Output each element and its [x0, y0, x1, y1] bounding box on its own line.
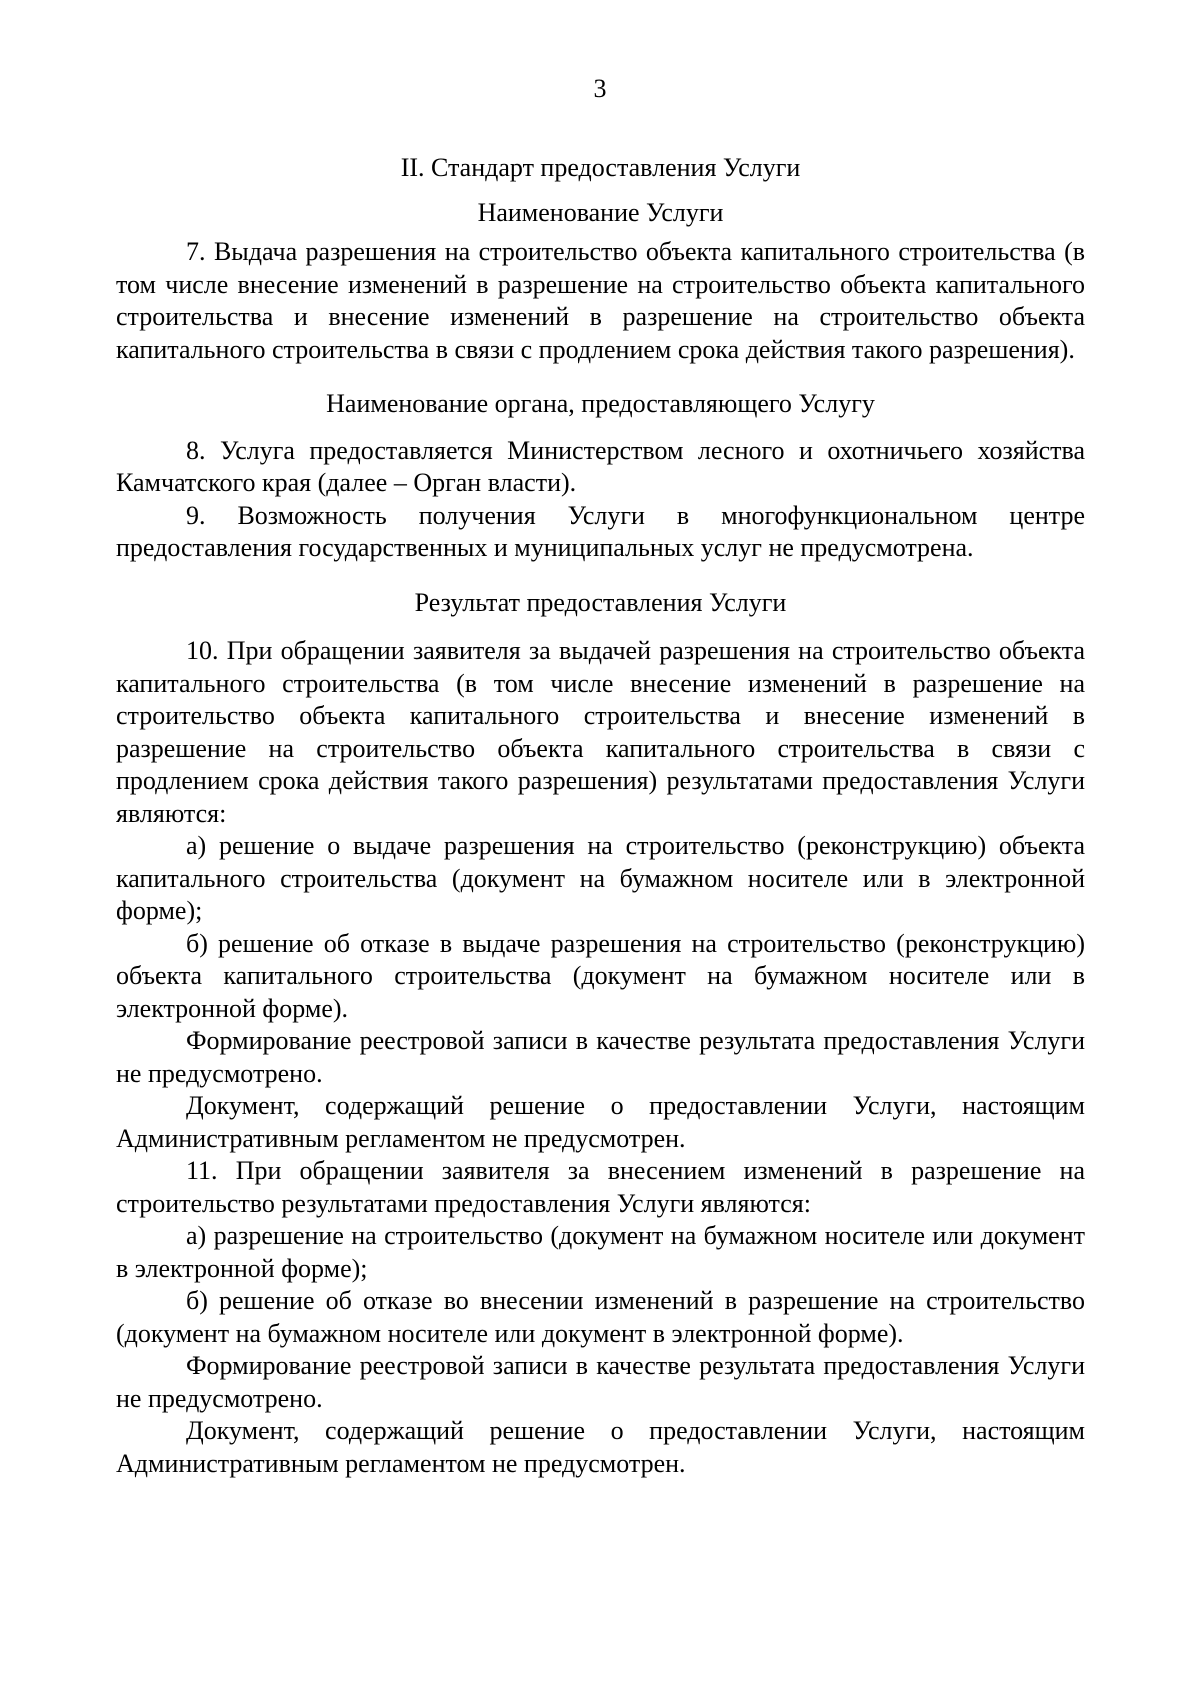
page-number: 3 [593, 74, 607, 103]
paragraph-10: 10. При обращении заявителя за выдачей разрешения на строительство объекта капитального строительства (в том числе внесение изменений в разрешение на строительство объекта капитального строительства и внесение изменений в разрешение на строительство объекта капитального строительства в связи с продлением срока действия такого разрешения) результатами предоставления Услуги являются: [116, 636, 1085, 828]
paragraph-8: 8. Услуга предоставляется Министерством лесного и охотничьего хозяйства Камчатского края (далее – Орган власти). [116, 435, 1085, 497]
paragraph-11-b: б) решение об отказе во внесении изменений в разрешение на строительство (документ на бумажном носителе или документ в электронной форме). [116, 1286, 1085, 1348]
heading-service-name: Наименование Услуги [477, 197, 724, 227]
document-body [116, 152, 1085, 1480]
paragraph-10-b: б) решение об отказе в выдаче разрешения на строительство (реконструкцию) объекта капитального строительства (документ на бумажном носителе или в электронной форме). [116, 928, 1085, 1023]
paragraph-11-registry: Формирование реестровой записи в качестве результата предоставления Услуги не предусмотрено. [116, 1351, 1085, 1413]
paragraph-11-document: Документ, содержащий решение о предоставлении Услуги, настоящим Административным регламентом не предусмотрен. [116, 1416, 1085, 1478]
paragraph-11: 11. При обращении заявителя за внесением изменений в разрешение на строительство результатами предоставления Услуги являются: [116, 1156, 1085, 1218]
paragraph-11-a: а) разрешение на строительство (документ на бумажном носителе или документ в электронной форме); [116, 1221, 1085, 1283]
section-title: II. Стандарт предоставления Услуги [400, 153, 801, 182]
paragraph-10-registry: Формирование реестровой записи в качестве результата предоставления Услуги не предусмотрено. [116, 1026, 1085, 1088]
paragraph-10-document: Документ, содержащий решение о предоставлении Услуги, настоящим Административным регламентом не предусмотрен. [116, 1091, 1085, 1153]
heading-result: Результат предоставления Услуги [414, 587, 787, 617]
paragraph-10-a: а) решение о выдаче разрешения на строительство (реконструкцию) объекта капитального строительства (документ на бумажном носителе или в электронной форме); [116, 831, 1085, 925]
heading-authority: Наименование органа, предоставляющего Услугу [326, 389, 875, 418]
paragraph-7: 7. Выдача разрешения на строительство объекта капитального строительства (в том числе внесение изменений в разрешение на строительство объекта капитального строительства и внесение изменений в разрешение на строительство объекта капитального строительства в связи с продлением срока действия такого разрешения). [116, 237, 1085, 364]
paragraph-9: 9. Возможность получения Услуги в многофункциональном центре предоставления государственных и муниципальных услуг не предусмотрена. [116, 500, 1085, 562]
